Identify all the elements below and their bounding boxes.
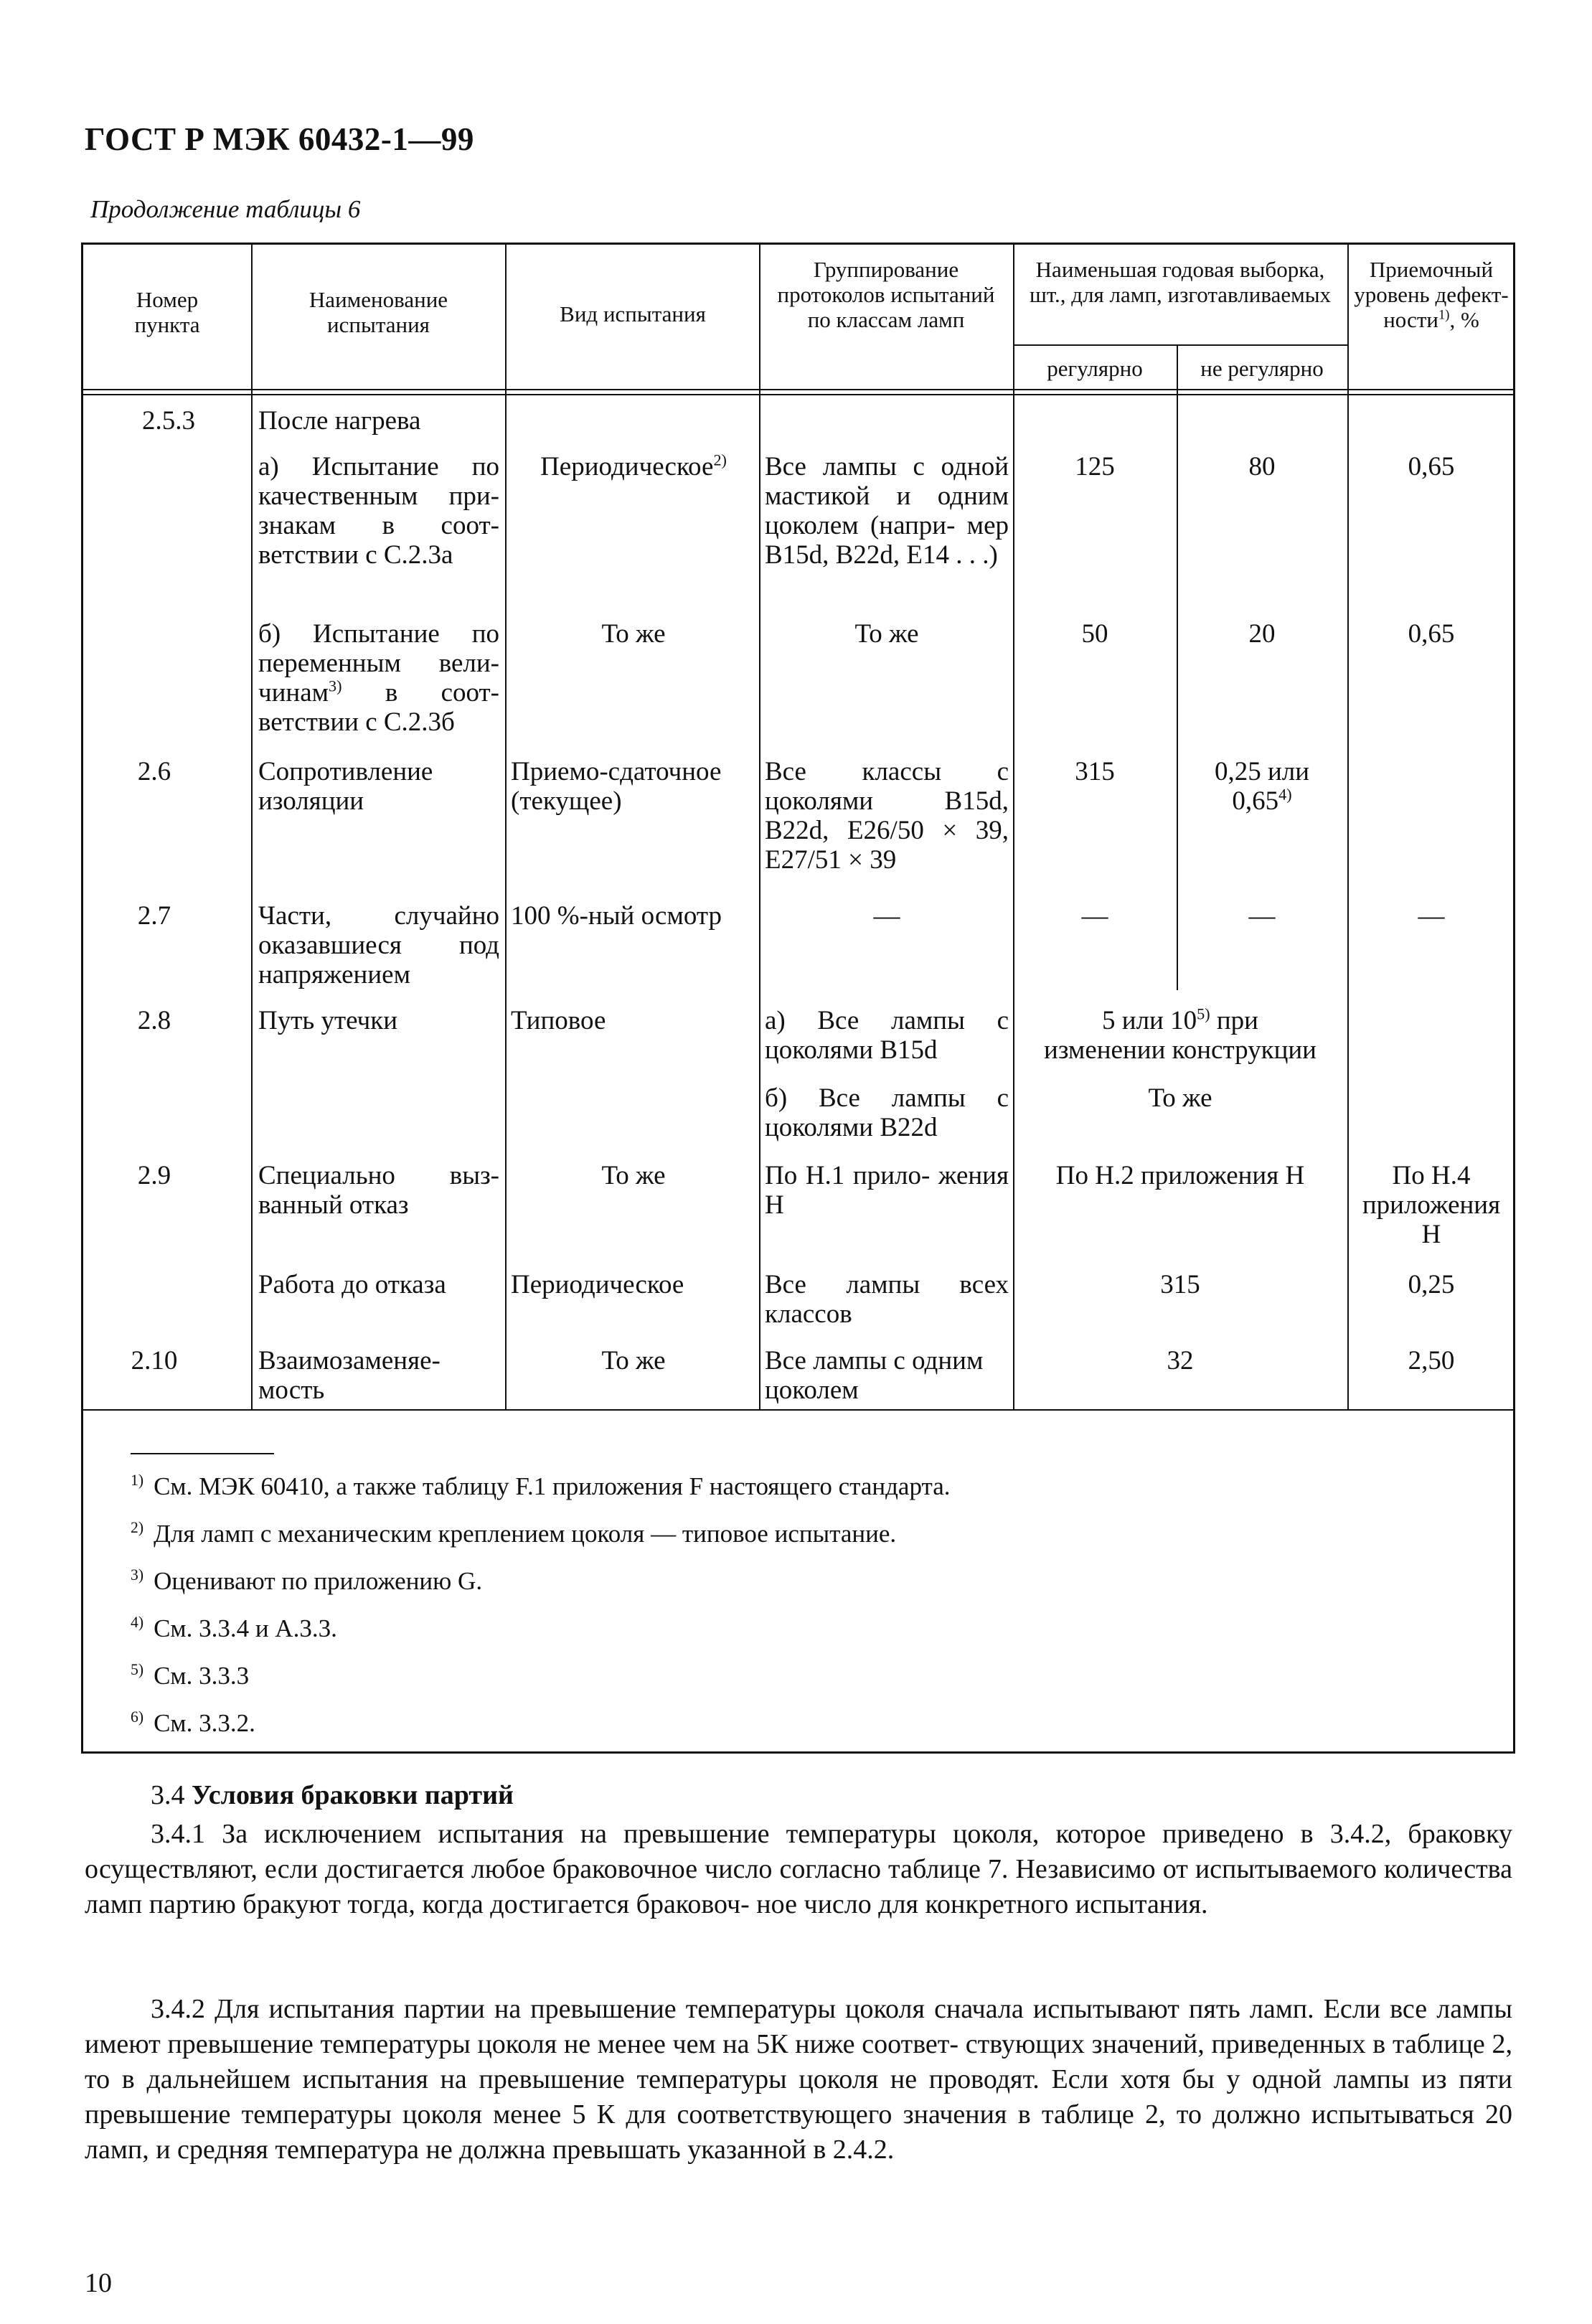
row-210-type: То же bbox=[601, 1346, 666, 1375]
row-29b-group: Все лампы всех классов bbox=[765, 1270, 1009, 1329]
section-heading bbox=[151, 1779, 514, 1811]
col-divider-6 bbox=[1347, 243, 1349, 1409]
row-253-title: После нагрева bbox=[258, 406, 421, 436]
row-26-group: Все классы с цоколями B15d, B22d, E26/50 × 39, E27/51 × 39 bbox=[765, 757, 1009, 875]
row-28a-sample: 5 или 10$^{5)}$ при изменении конструкции bbox=[1044, 1005, 1317, 1065]
row-253a-aql: 0,65 bbox=[1408, 452, 1455, 481]
header-aql-unit: , % bbox=[1449, 307, 1479, 332]
table-caption: Продолжение таблицы 6 bbox=[90, 195, 361, 223]
row-210-sample: 32 bbox=[1167, 1346, 1194, 1375]
row-210-name: Взаимозаменяе- мость bbox=[258, 1346, 441, 1405]
header-irregular: не регулярно bbox=[1200, 356, 1324, 381]
row-253b-name: б) Испытание по переменным вели- чинам$^{3)}$ в соот- ветствии с С.2.3б bbox=[258, 619, 499, 737]
row-253a-type: Периодическое$^{2)}$ bbox=[540, 451, 727, 481]
header-bottom-line bbox=[81, 389, 1515, 390]
footnote-2: $^{2)}$ Для ламп с механическим креплением цоколя — типовое испытание. bbox=[131, 1519, 897, 1548]
row-27-group: — bbox=[873, 901, 900, 931]
row-26-regular: 315 bbox=[1075, 757, 1115, 786]
col-divider-2 bbox=[505, 243, 507, 1409]
col-divider-3 bbox=[759, 243, 760, 1409]
subheader-line bbox=[1013, 344, 1347, 346]
header-type: Вид испытания bbox=[560, 301, 706, 326]
paragraph-3-4-2: 3.4.2 Для испытания партии на превышение температуры цоколя сначала испытывают пять ламп. Если все лампы имеют превышение температуры цоколя не менее чем на 5К ниже соответ- ствующих значений, приведенных в таблице 2, то в дальнейшем испытания на превышение температуры цоколя не проводят. Если хотя бы у одной лампы из пяти превышение температуры цоколя менее 5 К для соответствующего значения в таблице 2, то должно испытываться 20 ламп, и средняя температура не должна превышать указанной в 2.4.2. bbox=[85, 1994, 1512, 2165]
row-253a-type-sup: 2) bbox=[713, 451, 727, 469]
footnote-5: $^{5)}$ См. 3.3.3 bbox=[131, 1661, 250, 1690]
section-title: Условия браковки партий bbox=[192, 1780, 514, 1810]
row-253a-name: а) Испытание по качественным при- знакам в соот- ветствии с С.2.3а bbox=[258, 452, 499, 570]
row-28-number: 2.8 bbox=[137, 1006, 171, 1035]
row-29b-type: Периодическое bbox=[511, 1270, 684, 1299]
row-253a-regular: 125 bbox=[1075, 452, 1115, 481]
row-26-type: Приемо-сдаточное (текущее) bbox=[511, 757, 722, 816]
row-253b-aql: 0,65 bbox=[1408, 619, 1455, 649]
col-divider-1 bbox=[251, 243, 253, 1409]
row-253b-regular: 50 bbox=[1081, 619, 1108, 649]
row-28a-sample-sup: 5) bbox=[1197, 1005, 1210, 1023]
col-divider-4 bbox=[1013, 243, 1014, 1409]
row-253b-type: То же bbox=[601, 619, 666, 649]
header-aql-text: Приемочный уровень дефект- bbox=[1354, 257, 1509, 307]
row-28-name: Путь утечки bbox=[258, 1006, 398, 1035]
row-253b-group: То же bbox=[854, 619, 919, 649]
header-aql bbox=[1350, 257, 1512, 332]
row-210-aql: 2,50 bbox=[1408, 1346, 1455, 1375]
row-29-type: То же bbox=[601, 1161, 666, 1190]
header-grouping: Группирование протоколов испытаний по классам ламп bbox=[777, 257, 995, 332]
row-29b-aql: 0,25 bbox=[1408, 1270, 1455, 1299]
row-29-number: 2.9 bbox=[137, 1161, 171, 1190]
footnote-rule bbox=[131, 1453, 274, 1454]
row-27-name: Части, случайно оказавшиеся под напряжением bbox=[258, 901, 499, 989]
row-26-irregular: 0,25 или 0,65$^{4)}$ bbox=[1214, 757, 1310, 816]
header-aql-tail: ности bbox=[1383, 307, 1438, 332]
row-253a-irregular: 80 bbox=[1248, 452, 1276, 481]
paragraph-3-4-1: 3.4.1 За исключением испытания на превышение температуры цоколя, которое приведено в 3.4.2, браковку осуществляют, если достигается любое браковочное число согласно таблице 7. Независимо от испытываемого количества ламп партию бракуют тогда, когда достигается браковоч- ное число для конкретного испытания. bbox=[85, 1819, 1512, 1919]
row-27-number: 2.7 bbox=[137, 901, 171, 931]
row-253b-irregular: 20 bbox=[1248, 619, 1276, 649]
row-29b-name: Работа до отказа bbox=[258, 1270, 446, 1299]
footnote-1: $^{1)}$ См. МЭК 60410, а также таблицу F.1 приложения F настоящего стандарта. bbox=[131, 1472, 951, 1500]
row-29-group: По Н.1 прило- жения Н bbox=[765, 1161, 1009, 1220]
row-27-type: 100 %-ный осмотр bbox=[511, 901, 722, 931]
row-28a-group: а) Все лампы с цоколями B15d bbox=[765, 1006, 1009, 1065]
row-210-number: 2.10 bbox=[131, 1346, 178, 1375]
row-29-aql: По Н.4 приложения Н bbox=[1362, 1161, 1501, 1249]
row-28-type: Типовое bbox=[511, 1006, 606, 1035]
row-26-number: 2.6 bbox=[137, 757, 171, 786]
row-26-name: Сопротивление изоляции bbox=[258, 757, 433, 816]
header-regular: регулярно bbox=[1047, 356, 1143, 381]
footnote-3: $^{3)}$ Оценивают по приложению G. bbox=[131, 1566, 483, 1595]
row-253-number: 2.5.3 bbox=[142, 406, 195, 436]
row-28b-group: б) Все лампы с цоколями B22d bbox=[765, 1083, 1009, 1142]
page-number: 10 bbox=[85, 2268, 112, 2298]
col-divider-5 bbox=[1177, 344, 1178, 990]
header-number: Номер пункта bbox=[134, 287, 200, 337]
row-210-group: Все лампы с одним цоколем bbox=[765, 1346, 984, 1405]
row-29-sample: По Н.2 приложения Н bbox=[1055, 1161, 1305, 1190]
footnote-4: $^{4)}$ См. 3.3.4 и А.3.3. bbox=[131, 1614, 337, 1642]
footnote-separator-line bbox=[81, 1409, 1515, 1411]
header-bottom-line-2 bbox=[81, 394, 1515, 395]
section-number: 3.4 bbox=[151, 1780, 185, 1810]
row-27-irregular: — bbox=[1248, 901, 1276, 931]
row-27-regular: — bbox=[1081, 901, 1108, 931]
header-aql-sup: 1) bbox=[1438, 307, 1450, 323]
footnote-6: $^{6)}$ См. 3.3.2. bbox=[131, 1708, 255, 1737]
row-253b-name-sup: 3) bbox=[329, 677, 342, 695]
header-name: Наименование испытания bbox=[308, 287, 448, 337]
row-28b-sample: То же bbox=[1148, 1083, 1212, 1113]
document-header: ГОСТ Р МЭК 60432-1—99 bbox=[85, 121, 474, 157]
row-253a-group: Все лампы с одной мастикой и одним цоколем (напри- мер B15d, B22d, E14 . . .) bbox=[765, 452, 1009, 570]
row-29b-sample: 315 bbox=[1160, 1270, 1200, 1299]
header-sample-group: Наименьшая годовая выборка, шт., для ламп, изготавливаемых bbox=[1029, 257, 1332, 307]
row-27-aql: — bbox=[1418, 901, 1445, 931]
row-29-name: Специально выз- ванный отказ bbox=[258, 1161, 499, 1220]
row-26-irregular-sup: 4) bbox=[1278, 785, 1292, 804]
